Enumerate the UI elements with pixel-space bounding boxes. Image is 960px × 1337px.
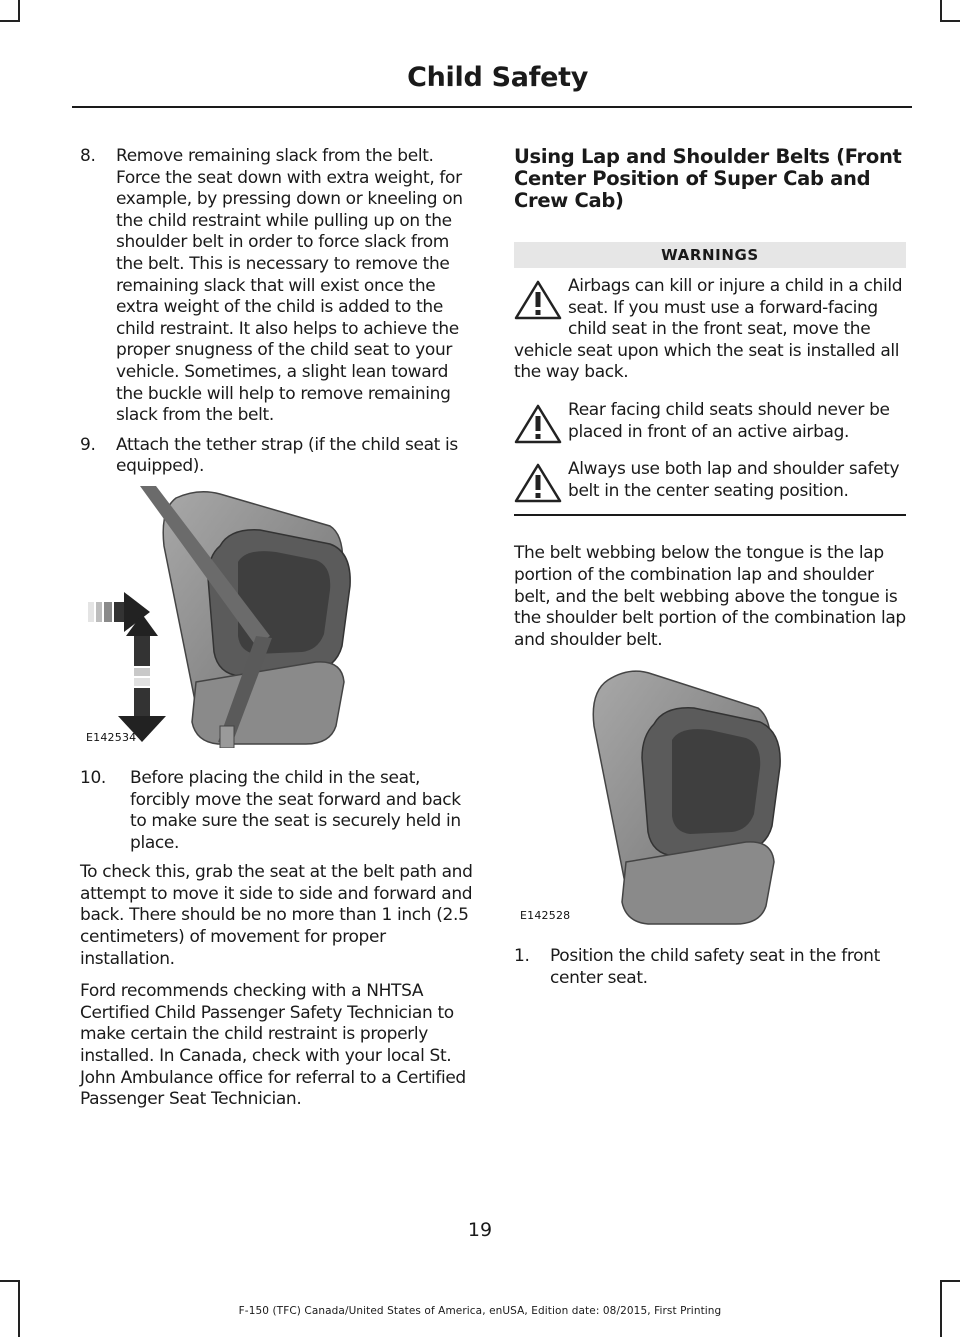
child-seat-tether-illustration	[80, 486, 476, 748]
page-number: 19	[467, 1219, 493, 1241]
right-column	[514, 146, 906, 998]
buckle	[220, 726, 234, 748]
page-title: Child Safety	[407, 62, 588, 93]
warning-triangle-icon	[514, 463, 562, 503]
warning-item	[514, 459, 906, 502]
warning-text: Always use both lap and shoulder safety belt in the center seating position.	[568, 459, 900, 501]
left-column	[80, 146, 476, 1122]
warning-triangle-icon	[514, 280, 562, 320]
edition-footer: F-150 (TFC) Canada/United States of America, enUSA, Edition date: 08/2015, First Printing	[238, 1305, 722, 1317]
warning-text: Airbags can kill or injure a child in a child seat. If you must use a forward-facing child seat in the front seat, move the vehicle seat upon which the seat is installed all the way back.	[514, 276, 903, 383]
warning-item	[514, 276, 906, 384]
figure-id: E142534	[86, 730, 137, 744]
figure-tether-seat	[80, 486, 476, 748]
crop-mark	[18, 0, 20, 20]
warning-item	[514, 400, 906, 443]
crop-mark	[0, 1280, 20, 1282]
child-seat-center-illustration	[514, 662, 906, 926]
paragraph-nhtsa-recommendation: Ford recommends checking with a NHTSA Certified Child Passenger Safety Technician to make certain the child restraint is properly installed. In Canada, check with your local St. John Ambulance office for referral to a Certified Passenger Seat Technician.	[80, 981, 466, 1110]
step-text: Remove remaining slack from the belt. Force the seat down with extra weight, for example, by pressing down or kneeling on the child restraint while pulling up on the shoulder belt in order to force slack from the belt. This is necessary to remove the remaining slack that will exist once the extra weight of the child is added to the child restraint. It also helps to achieve the proper snugness of the child seat to your vehicle. Sometimes, a slight lean toward the buckle will help to remove remaining slack from the belt.	[116, 146, 463, 426]
crop-mark	[940, 20, 960, 22]
warning-text: Rear facing child seats should never be placed in front of an active airbag.	[568, 399, 890, 442]
step-text: Attach the tether strap (if the child seat is equipped).	[116, 434, 458, 477]
step-number: 10.	[80, 767, 106, 788]
step-8	[80, 146, 476, 427]
warnings-end-rule	[514, 514, 906, 516]
step-number: 8.	[80, 146, 96, 166]
paragraph-belt-webbing: The belt webbing below the tongue is the lap portion of the combination lap and shoulder belt, and the belt webbing above the tongue is the shoulder belt portion of the combination lap and shoulder belt.	[514, 543, 906, 650]
step-text: Before placing the child in the seat, forcibly move the seat forward and back to make sure the seat is securely held in place.	[130, 767, 461, 853]
step-number: 1.	[514, 946, 530, 967]
crop-mark	[940, 1280, 960, 1282]
step-number: 9.	[80, 434, 96, 455]
warnings-title-bar: WARNINGS	[514, 242, 906, 268]
child-seat-pad	[672, 729, 760, 834]
crop-mark	[940, 0, 942, 20]
step-9	[80, 435, 476, 478]
figure-id: E142528	[520, 909, 571, 923]
step-1	[514, 946, 906, 989]
section-heading: Using Lap and Shoulder Belts (Front Center Position of Super Cab and Crew Cab)	[514, 145, 902, 212]
crop-mark	[0, 20, 20, 22]
paragraph-belt-path-check: To check this, grab the seat at the belt path and attempt to move it side to side and forward and back. There should be no more than 1 inch (2.5 centimeters) of movement for proper installation.	[80, 862, 473, 969]
step-text: Position the child safety seat in the front center seat.	[550, 946, 880, 988]
step-10	[80, 768, 476, 854]
warning-triangle-icon	[514, 404, 562, 444]
up-down-arrow	[118, 614, 166, 742]
figure-center-seat	[514, 662, 906, 926]
title-rule	[72, 106, 912, 108]
